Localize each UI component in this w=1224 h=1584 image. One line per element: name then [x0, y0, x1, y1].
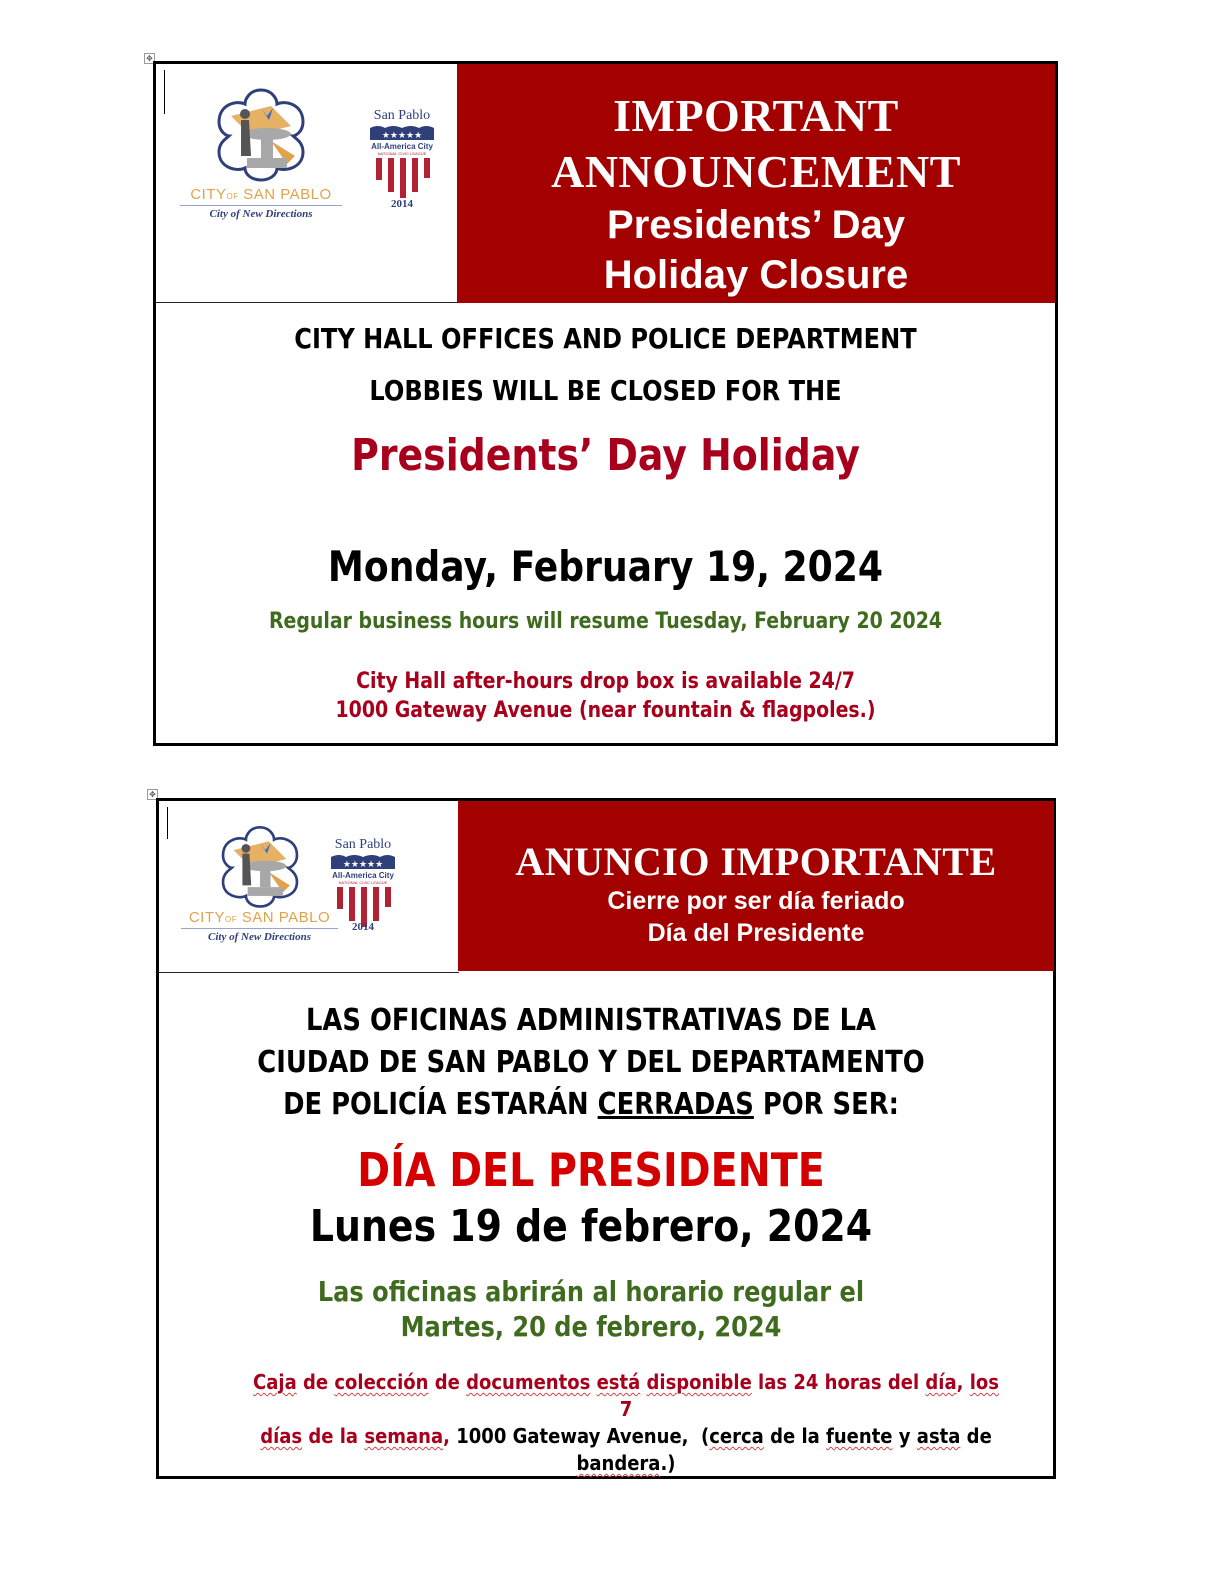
closure-notice-line2: CIUDAD DE SAN PABLO Y DEL DEPARTAMENTO	[257, 1045, 925, 1080]
shield-flag-icon	[368, 124, 436, 198]
closure-notice-line1: CITY HALL OFFICES AND POLICE DEPARTMENT	[294, 322, 917, 355]
cerradas-underlined: CERRADAS	[597, 1087, 754, 1122]
resume-notice-line2: Martes, 20 de febrero, 2024	[400, 1310, 782, 1343]
header-subtitle-line1: Presidents’ Day	[607, 203, 905, 247]
svg-text:NATIONAL CIVIC LEAGUE: NATIONAL CIVIC LEAGUE	[377, 151, 427, 156]
city-tagline: City of New Directions	[209, 208, 313, 220]
fountain-emblem-icon	[216, 823, 304, 909]
logo-cell	[159, 801, 459, 973]
logo-cell	[156, 64, 458, 303]
svg-text:All-America City: All-America City	[371, 142, 433, 151]
header-banner	[457, 64, 1055, 303]
header-subtitle-line2: Holiday Closure	[603, 253, 909, 297]
city-of-san-pablo-logo	[177, 823, 342, 943]
resume-notice-line1: Las oficinas abrirán al horario regular el	[317, 1275, 865, 1308]
text-cursor	[167, 807, 168, 839]
table-move-handle[interactable]: ✥	[144, 53, 155, 64]
svg-text:All-America City: All-America City	[332, 871, 394, 880]
all-america-city-logo: San Pablo ★★★★★ All-America City NATIONAL CIVIC LEAGUE 2014	[366, 108, 438, 210]
resume-notice: Regular business hours will resume Tuesday, February 20 2024	[268, 609, 943, 634]
table-move-handle[interactable]: ✥	[147, 789, 158, 800]
closure-date: Lunes 19 de febrero, 2024	[309, 1201, 873, 1252]
dropbox-notice: Caja de colección de documentos está disponible las 24 horas del día, los 7 días de la semana, 1000 Gateway Avenue, (cerca de la fuente y asta de bandera.)	[253, 1370, 999, 1475]
header-subtitle-line1: Cierre por ser día feriado	[607, 887, 905, 915]
closure-date: Monday, February 19, 2024	[327, 542, 884, 591]
spanish-announcement	[156, 798, 1056, 1479]
header-banner	[458, 801, 1054, 971]
svg-text:★★★★★: ★★★★★	[381, 131, 423, 141]
city-name: CITYOF SAN PABLO	[190, 186, 332, 203]
closure-notice-line3: DE POLICÍA ESTARÁN CERRADAS POR SER:	[283, 1087, 899, 1122]
english-announcement	[153, 61, 1058, 746]
svg-text:★★★★★: ★★★★★	[342, 860, 384, 870]
closure-notice-line2: LOBBIES WILL BE CLOSED FOR THE	[369, 374, 842, 407]
dropbox-notice-line1: City Hall after-hours drop box is available 24/7	[356, 669, 855, 694]
all-america-city-logo: San Pablo ★★★★★ All-America City NATIONAL CIVIC LEAGUE 2014	[327, 837, 399, 933]
header-title: ANUNCIO IMPORTANTE	[515, 839, 997, 884]
closure-notice-line1: LAS OFICINAS ADMINISTRATIVAS DE LA	[305, 1003, 877, 1038]
header-subtitle-line2: Día del Presidente	[647, 919, 865, 947]
city-tagline: City of New Directions	[208, 931, 311, 943]
shield-flag-icon	[329, 853, 397, 927]
text-cursor	[164, 70, 165, 114]
dropbox-notice-line2: 1000 Gateway Avenue (near fountain & flagpoles.)	[335, 698, 876, 723]
fountain-emblem-icon	[211, 86, 311, 182]
city-of-san-pablo-logo	[176, 86, 346, 220]
header-title-line1: IMPORTANT	[613, 90, 899, 141]
header-title-line2: ANNOUNCEMENT	[551, 146, 961, 197]
svg-text:NATIONAL CIVIC LEAGUE: NATIONAL CIVIC LEAGUE	[338, 880, 388, 885]
holiday-name: DÍA DEL PRESIDENTE	[357, 1143, 825, 1197]
city-name: CITYOF SAN PABLO	[188, 909, 331, 926]
holiday-name: Presidents’ Day Holiday	[351, 430, 860, 481]
